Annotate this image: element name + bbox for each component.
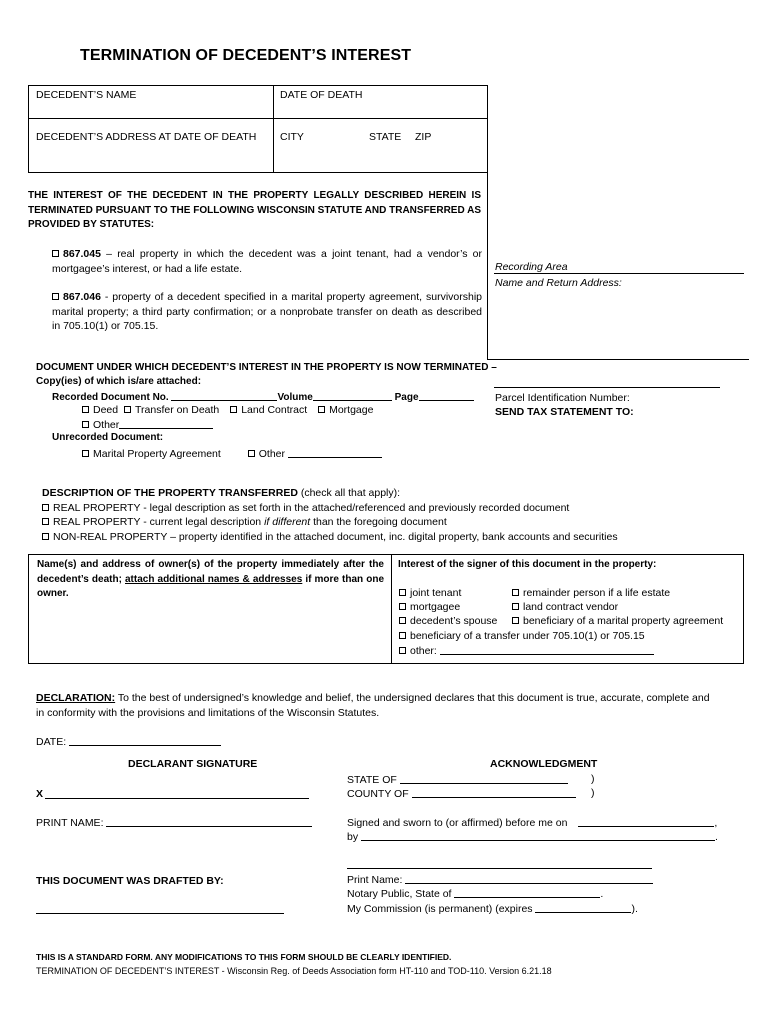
state-label: STATE [369, 131, 402, 143]
land-vendor-label: land contract vendor [523, 601, 619, 613]
document-heading: DOCUMENT UNDER WHICH DECEDENT’S INTEREST IN THE PROPERTY IS NOW TERMINATED – [36, 362, 497, 373]
zip-label: ZIP [415, 131, 432, 143]
parcel-line [494, 387, 720, 388]
description-heading [42, 487, 400, 499]
description-item-3-text: NON-REAL PROPERTY – property identified in the attached document, inc. digital property, bank accounts and securities [53, 531, 618, 543]
parcel-label: Parcel Identification Number: [495, 392, 630, 404]
land-contract-label: Land Contract [241, 404, 308, 416]
print-name-label: PRINT NAME: [36, 817, 104, 829]
county-of-field[interactable] [412, 787, 576, 798]
notary-state-row [347, 887, 603, 900]
recording-area-label: Recording Area [495, 261, 568, 273]
description-heading-bold: DESCRIPTION OF THE PROPERTY TRANSFERRED [42, 487, 298, 499]
description-item-2-checkbox[interactable] [42, 518, 49, 525]
other-interest-field[interactable] [440, 644, 654, 655]
declaration-label: DECLARATION: [36, 692, 116, 704]
signature-x: X [36, 788, 44, 800]
date-row [36, 735, 221, 748]
unrecorded-label: Unrecorded Document: [52, 432, 164, 443]
commission-label: My Commission (is permanent) (expires [347, 903, 533, 915]
statute-867-046 [52, 290, 482, 334]
commission-row [347, 902, 638, 915]
signed-comma: , [714, 817, 718, 829]
deed-label: Deed [93, 404, 119, 416]
recording-area-bottom [487, 359, 749, 360]
other-interest-checkbox[interactable] [399, 647, 406, 654]
other-label: Other [93, 419, 120, 431]
footer-notice: THIS IS A STANDARD FORM. ANY MODIFICATIONS TO THIS FORM SHOULD BE CLEARLY IDENTIFIED. [36, 952, 452, 962]
statute-number: 867.045 [63, 248, 101, 260]
signed-date-field[interactable] [578, 816, 714, 827]
recorded-doc-label: Recorded Document No. [52, 392, 169, 403]
marital-agreement-label: Marital Property Agreement [93, 448, 221, 460]
beneficiary-mpa-checkbox[interactable] [512, 617, 519, 624]
notary-period: . [600, 888, 604, 900]
address-label: DECEDENT’S ADDRESS AT DATE OF DEATH [36, 131, 257, 143]
owner-instructions-b: if more than one owner. [37, 573, 385, 599]
state-of-row [347, 773, 568, 786]
land-vendor-checkbox[interactable] [512, 603, 519, 610]
notary-print-name-label: Print Name: [347, 874, 403, 886]
by-period: . [715, 831, 718, 843]
state-of-label: STATE OF [347, 774, 397, 786]
commission-close: ). [631, 903, 638, 915]
notary-state-label: Notary Public, State of [347, 888, 452, 900]
owner-box-divider [391, 554, 392, 664]
by-row [347, 830, 718, 843]
other2-field[interactable] [288, 447, 382, 458]
other2-label: Other [258, 448, 285, 460]
divider [273, 85, 274, 173]
description-item-1 [42, 502, 569, 514]
signed-sworn-row [347, 816, 717, 829]
description-item-2-pre: REAL PROPERTY - current legal description [53, 516, 265, 528]
other-interest-option [399, 644, 654, 657]
statute-867-045-checkbox[interactable] [52, 250, 59, 257]
doc-other-row [82, 418, 213, 431]
volume-label: Volume [277, 392, 313, 403]
declarant-signature-heading: DECLARANT SIGNATURE [128, 758, 258, 770]
by-field[interactable] [361, 830, 715, 841]
other-checkbox[interactable] [82, 421, 89, 428]
divider [28, 118, 488, 119]
spouse-option [399, 615, 497, 627]
footer-form-id: TERMINATION OF DECEDENT’S INTEREST - Wisconsin Reg. of Deeds Association form HT-110 and TOD-110. Version 6.21.18 [36, 966, 552, 976]
land-vendor-option [512, 601, 618, 613]
copies-label: Copy(ies) of which is/are attached: [36, 376, 202, 387]
signature-line[interactable] [45, 798, 309, 799]
city-label: CITY [280, 131, 304, 143]
joint-tenant-option [399, 587, 461, 599]
other-field[interactable] [119, 418, 213, 429]
recorded-doc-field[interactable] [171, 390, 277, 401]
mortgagee-label: mortgagee [410, 601, 461, 613]
date-label: DATE: [36, 736, 67, 748]
doc-type-row [82, 404, 373, 416]
notary-print-name-field[interactable] [405, 873, 653, 884]
beneficiary-transfer-checkbox[interactable] [399, 632, 406, 639]
deed-checkbox[interactable] [82, 406, 89, 413]
mortgagee-checkbox[interactable] [399, 603, 406, 610]
spouse-label: decedent’s spouse [410, 615, 498, 627]
spouse-checkbox[interactable] [399, 617, 406, 624]
owner-instructions [37, 558, 384, 602]
state-paren: ) [591, 773, 595, 785]
joint-tenant-label: joint tenant [410, 587, 462, 599]
owner-instructions-underlined: attach additional names & addresses [125, 573, 303, 585]
statute-number: 867.046 [63, 291, 101, 303]
transfer-on-death-label: Transfer on Death [135, 404, 220, 416]
remainder-checkbox[interactable] [512, 589, 519, 596]
remainder-option [512, 587, 670, 599]
commission-field[interactable] [535, 902, 631, 913]
acknowledgment-heading: ACKNOWLEDGMENT [490, 758, 598, 770]
recorded-doc-row [52, 390, 474, 403]
description-item-1-text: REAL PROPERTY - legal description as set forth in the attached/referenced and previously recorded document [53, 502, 570, 514]
interest-heading: THE INTEREST OF THE DECEDENT IN THE PROPERTY LEGALLY DESCRIBED HEREIN IS TERMINATED PURSUANT TO THE FOLLOWING WISCONSIN STATUTE AND TRANSFERRED AS PROVIDED BY STATUTES: [28, 190, 481, 230]
county-paren: ) [591, 787, 595, 799]
volume-field[interactable] [313, 390, 392, 401]
declaration-text: To the best of undersigned’s knowledge and belief, the undersigned declares that this document is true, accurate, complete and in conformity with the provisions and limitations of the Wisconsin Statutes. [36, 692, 710, 719]
description-item-3-checkbox[interactable] [42, 533, 49, 540]
statute-text: - property of a decedent specified in a marital property agreement, survivorship marital property; a third party confirmation; or a nonprobate transfer on death as described in 705.10(1) or 705.15. [52, 291, 482, 332]
beneficiary-transfer-option [399, 630, 645, 642]
mortgage-checkbox[interactable] [318, 406, 325, 413]
drafted-by-line[interactable] [36, 913, 284, 914]
recording-area-border [487, 173, 488, 360]
county-of-row [347, 787, 576, 800]
by-label: by [347, 831, 359, 843]
other2-checkbox[interactable] [248, 450, 255, 457]
marital-agreement-checkbox[interactable] [82, 450, 89, 457]
description-item-1-checkbox[interactable] [42, 504, 49, 511]
remainder-label: remainder person if a life estate [523, 587, 671, 599]
joint-tenant-checkbox[interactable] [399, 589, 406, 596]
signer-interest-heading: Interest of the signer of this document in the property: [398, 559, 657, 570]
description-heading-rest: (check all that apply): [297, 487, 401, 499]
return-address-label: Name and Return Address: [495, 277, 622, 289]
signed-sworn-label: Signed and sworn to (or affirmed) before me on [347, 817, 568, 829]
mortgagee-option [399, 601, 460, 613]
notary-print-name-row [347, 873, 653, 886]
print-name-field[interactable] [106, 816, 312, 827]
description-item-2-italic: if different [264, 516, 311, 528]
beneficiary-mpa-label: beneficiary of a marital property agreement [523, 615, 724, 627]
form-title: TERMINATION OF DECEDENT’S INTEREST [80, 47, 412, 64]
transfer-on-death-checkbox[interactable] [124, 406, 131, 413]
beneficiary-mpa-option [512, 615, 723, 627]
drafted-by-label: THIS DOCUMENT WAS DRAFTED BY: [36, 875, 224, 887]
description-item-3 [42, 531, 618, 543]
unrecorded-row [82, 447, 382, 460]
notary-signature-line[interactable] [347, 868, 652, 869]
land-contract-checkbox[interactable] [230, 406, 237, 413]
notary-state-field[interactable] [454, 887, 600, 898]
print-name-row [36, 816, 312, 829]
state-of-field[interactable] [400, 773, 568, 784]
date-of-death-label: DATE OF DEATH [280, 89, 363, 101]
divider [494, 273, 744, 274]
send-tax-label: SEND TAX STATEMENT TO: [495, 406, 634, 418]
statute-text: – real property in which the decedent was a joint tenant, had a vendor’s or mortgagee’s interest, or had a life estate. [52, 248, 482, 275]
beneficiary-transfer-label: beneficiary of a transfer under 705.10(1) or 705.15 [410, 630, 645, 642]
date-field[interactable] [69, 735, 221, 746]
declaration [36, 691, 716, 720]
statute-867-046-checkbox[interactable] [52, 293, 59, 300]
description-item-2-post: than the foregoing document [310, 516, 447, 528]
mortgage-label: Mortgage [329, 404, 374, 416]
decedents-name-label: DECEDENT’S NAME [36, 89, 137, 101]
page-label: Page [394, 392, 419, 403]
statute-867-045 [52, 247, 482, 276]
page-field[interactable] [419, 390, 474, 401]
description-item-2 [42, 516, 447, 528]
other-interest-label: other: [410, 645, 437, 657]
county-of-label: COUNTY OF [347, 788, 409, 800]
owner-instructions-a: Name(s) and address of owner(s) of the property immediately after the decedent’s death; [37, 559, 384, 585]
